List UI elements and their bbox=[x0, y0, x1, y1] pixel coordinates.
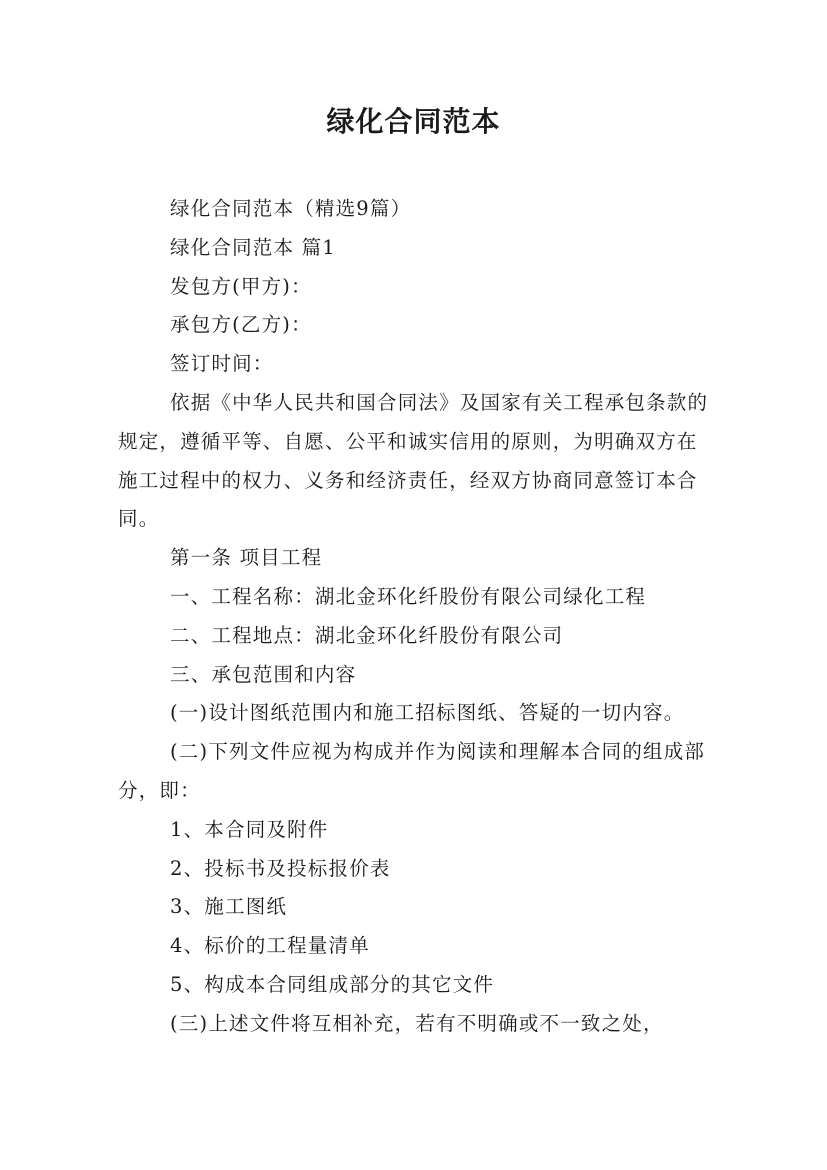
paragraph: 绿化合同范本 篇1 bbox=[170, 235, 336, 259]
paragraph: 一、工程名称：湖北金环化纤股份有限公司绿化工程 bbox=[170, 584, 647, 608]
paragraph: (三)上述文件将互相补充，若有不明确或不一致之处， bbox=[170, 1011, 664, 1035]
paragraph: 5、构成本合同组成部分的其它文件 bbox=[170, 972, 495, 996]
document-title: 绿化合同范本 bbox=[326, 105, 501, 138]
paragraph: 发包方(甲方)： bbox=[170, 274, 312, 298]
paragraph: 3、施工图纸 bbox=[170, 895, 288, 919]
paragraph: 1、本合同及附件 bbox=[170, 817, 329, 841]
paragraph: (一)设计图纸范围内和施工招标图纸、答疑的一切内容。 bbox=[170, 701, 685, 725]
paragraph: 签订时间： bbox=[170, 352, 274, 376]
paragraph: 依据《中华人民共和国合同法》及国家有关工程承包条款的规定，遵循平等、自愿、公平和诚实信用的原则，为明确双方在施工过程中的权力、义务和经济责任，经双方协商同意签订本合同。 bbox=[118, 390, 709, 531]
paragraph: 绿化合同范本（精选9篇） bbox=[170, 197, 412, 220]
paragraph: (二)下列文件应视为构成并作为阅读和理解本合同的组成部分，即： bbox=[118, 740, 706, 802]
paragraph: 4、标价的工程量清单 bbox=[170, 934, 370, 958]
paragraph: 2、投标书及投标报价表 bbox=[170, 856, 391, 880]
paragraph: 承包方(乙方)： bbox=[170, 313, 312, 337]
paragraph: 第一条 项目工程 bbox=[170, 546, 323, 570]
paragraph: 二、工程地点：湖北金环化纤股份有限公司 bbox=[170, 623, 564, 647]
paragraph: 三、承包范围和内容 bbox=[170, 662, 357, 686]
document-body bbox=[118, 190, 718, 1044]
